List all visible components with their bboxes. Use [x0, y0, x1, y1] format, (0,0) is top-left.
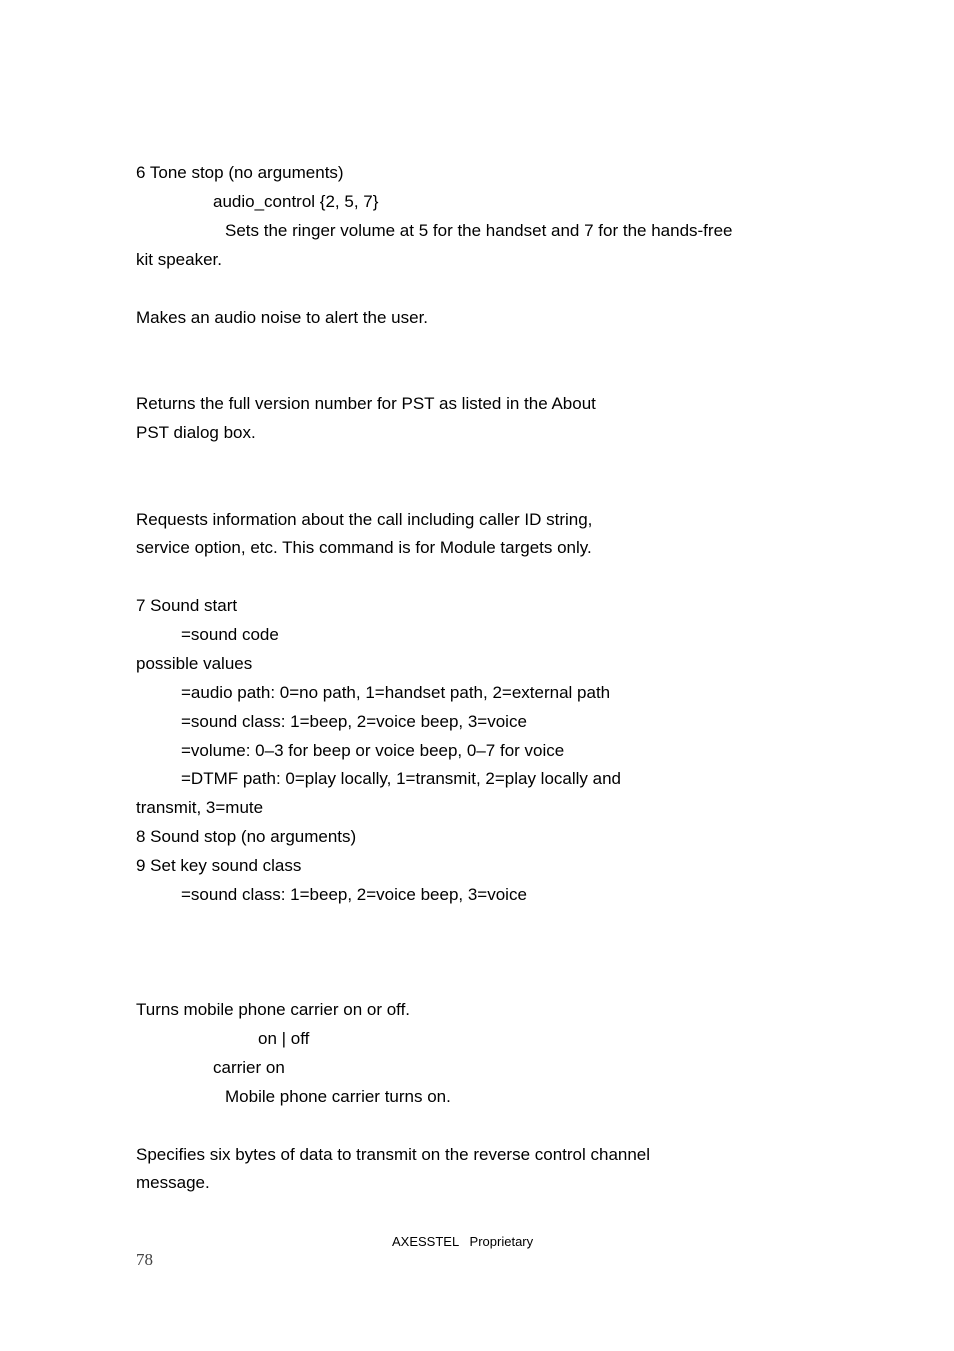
volume-param: =volume: 0–3 for beep or voice beep, 0–7 for voice — [181, 741, 565, 760]
version-description-cont: PST dialog box. — [136, 423, 256, 442]
page-number: 78 — [136, 1250, 153, 1269]
tone-stop-heading: 6 Tone stop (no arguments) — [136, 163, 344, 182]
key-sound-class-param: =sound class: 1=beep, 2=voice beep, 3=voice — [181, 885, 527, 904]
example-command: audio_control {2, 5, 7} — [213, 192, 379, 211]
reverse-control-description: Specifies six bytes of data to transmit on the reverse control channel — [136, 1145, 651, 1164]
carrier-example-description: Mobile phone carrier turns on. — [225, 1087, 451, 1106]
key-sound-class-heading: 9 Set key sound class — [136, 856, 302, 875]
call-info-description-cont: service option, etc. This command is for Module targets only. — [136, 538, 592, 557]
footer-proprietary: AXESSTEL Proprietary — [392, 1234, 534, 1249]
sound-code-param: =sound code — [181, 625, 279, 644]
example-description: Sets the ringer volume at 5 for the handset and 7 for the hands-free — [225, 221, 733, 240]
dtmf-path-param: =DTMF path: 0=play locally, 1=transmit, 2=play locally and — [181, 769, 622, 788]
possible-values-label: possible values — [136, 654, 253, 673]
dtmf-path-param-cont: transmit, 3=mute — [136, 798, 264, 817]
carrier-description: Turns mobile phone carrier on or off. — [136, 1000, 411, 1019]
reverse-control-description-cont: message. — [136, 1173, 210, 1192]
audio-path-param: =audio path: 0=no path, 1=handset path, 2=external path — [181, 683, 611, 702]
carrier-example-command: carrier on — [213, 1058, 285, 1077]
version-description: Returns the full version number for PST as listed in the About — [136, 394, 596, 413]
example-description-cont: kit speaker. — [136, 250, 222, 269]
alert-description: Makes an audio noise to alert the user. — [136, 308, 429, 327]
carrier-syntax: on | off — [258, 1029, 310, 1048]
sound-start-heading: 7 Sound start — [136, 596, 238, 615]
call-info-description: Requests information about the call including caller ID string, — [136, 510, 593, 529]
sound-class-param: =sound class: 1=beep, 2=voice beep, 3=voice — [181, 712, 527, 731]
sound-stop-heading: 8 Sound stop (no arguments) — [136, 827, 357, 846]
